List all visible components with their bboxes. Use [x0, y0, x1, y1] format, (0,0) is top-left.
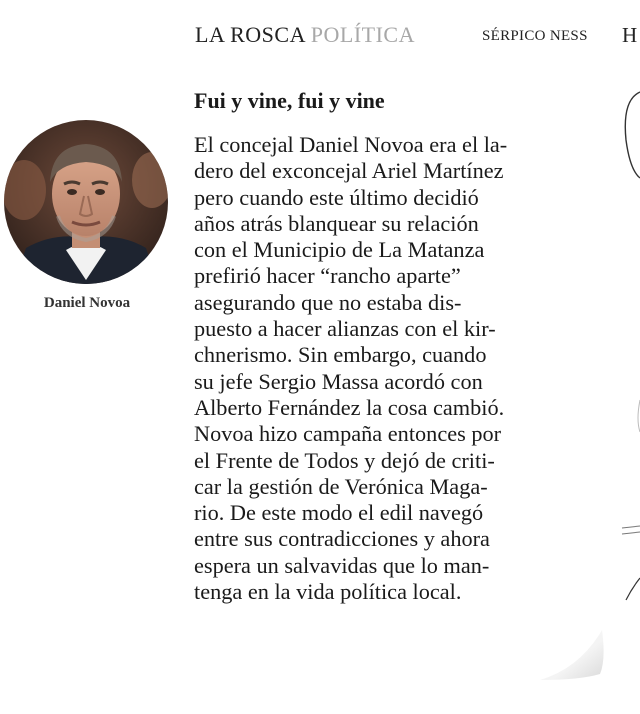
article-line: rio. De este modo el edil navegó	[194, 500, 484, 526]
article-line: el Frente de Todos y dejó de criti-	[194, 447, 495, 473]
section-title-sub: POLÍTICA	[310, 22, 415, 47]
article-line: prefirió hacer “rancho aparte”	[194, 263, 461, 289]
article-line: tenga en la vida política local.	[194, 579, 462, 605]
article-line: Novoa hizo campaña entonces por	[194, 421, 502, 447]
page-curl-shadow	[540, 610, 610, 680]
article-body	[194, 132, 584, 605]
article-line: chnerismo. Sin embargo, cuando	[194, 342, 487, 368]
next-section-heading-cutoff: H	[622, 23, 638, 47]
article-line: con el Municipio de La Matanza	[194, 237, 485, 263]
article-headline: Fui y vine, fui y vine	[194, 88, 385, 113]
author-byline: SÉRPICO NESS	[482, 28, 588, 44]
section-title-main: LA ROSCA	[195, 22, 305, 47]
article-line: Alberto Fernández la cosa cambió.	[194, 394, 505, 420]
article-line: El concejal Daniel Novoa era el la-	[194, 132, 508, 157]
section-title	[195, 22, 415, 48]
article-line: pero cuando este último decidió	[194, 184, 479, 210]
article-line: espera un salvavidas que lo man-	[194, 552, 490, 578]
article-line: entre sus contradicciones y ahora	[194, 526, 490, 552]
cropped-illustration-edge	[610, 60, 640, 620]
article-line: puesto a hacer alianzas con el kir-	[194, 316, 496, 342]
portrait-illustration	[4, 120, 168, 284]
photo-caption: Daniel Novoa	[43, 295, 131, 311]
article-line: su jefe Sergio Massa acordó con	[194, 368, 483, 394]
portrait-photo	[4, 120, 168, 284]
article-line: años atrás blanquear su relación	[194, 210, 479, 236]
article-line: dero del exconcejal Ariel Martínez	[194, 158, 504, 184]
page-header	[195, 22, 640, 50]
article-line: car la gestión de Verónica Maga-	[194, 473, 488, 499]
article-line: asegurando que no estaba dis-	[194, 289, 462, 315]
